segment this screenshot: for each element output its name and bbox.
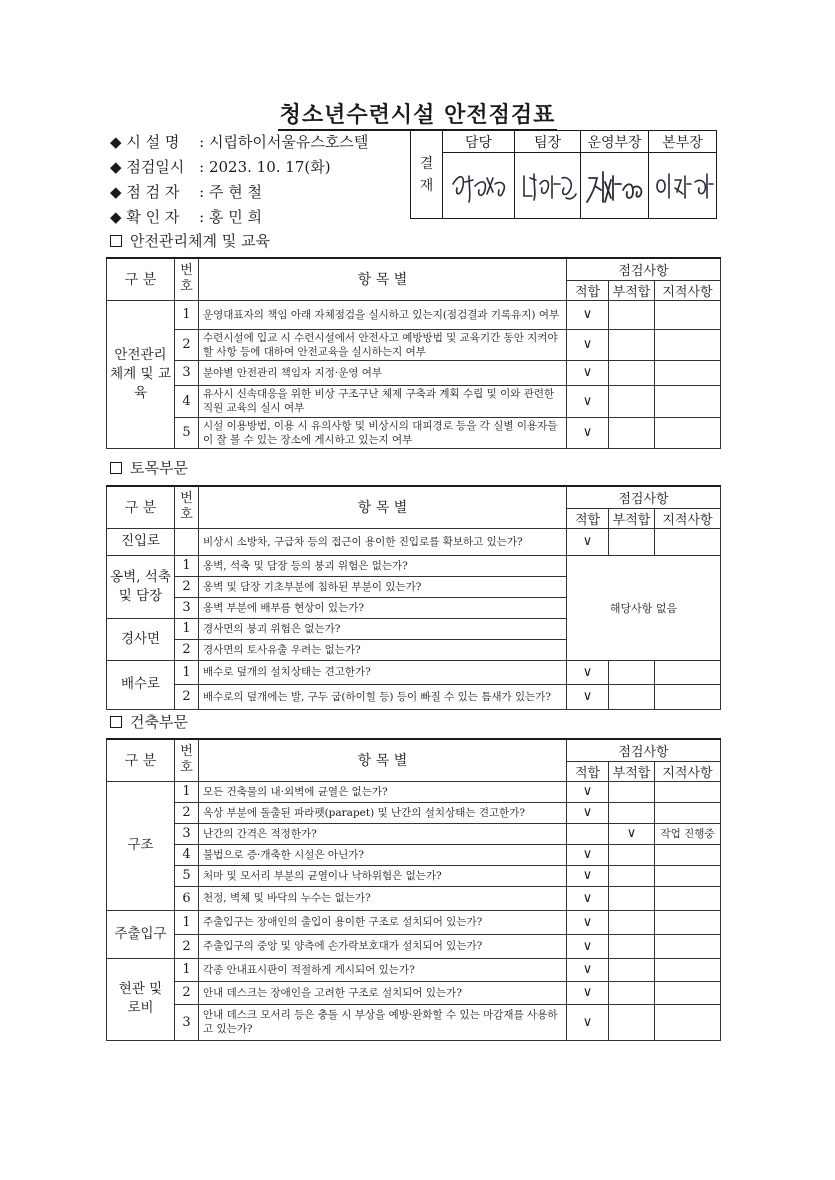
header-remarks: 지적사항: [655, 761, 721, 781]
fail-mark: [609, 958, 655, 981]
category-cell: 주출입구: [107, 910, 175, 958]
check-item: 안내 데스크는 장애인을 고려한 구조로 설치되어 있는가?: [199, 981, 567, 1004]
check-item: 유사시 신속대응을 위한 비상 구조구난 체제 구축과 계획 수립 및 이와 관련한 직원 교육의 실시 여부: [199, 385, 567, 417]
check-item: 시설 이용방법, 이용 시 유의사항 및 비상시의 대피경로 등을 각 실별 이용자들이 잘 볼 수 있는 장소에 게시하고 있는지 여부: [199, 417, 567, 448]
signature-team-lead: [515, 153, 581, 219]
header-check: 점검사항: [567, 258, 721, 280]
handwritten-signature-icon: [651, 162, 715, 210]
checkbox-square-icon: [110, 235, 122, 247]
fail-mark: [609, 886, 655, 910]
signature-director: [649, 153, 717, 219]
row-number: 4: [175, 385, 199, 417]
signature-ops-manager: [581, 153, 649, 219]
category-cell: 경사면: [107, 618, 175, 660]
category-cell: 현관 및 로비: [107, 958, 175, 1040]
header-fail: 부적합: [609, 508, 655, 528]
category-cell: 구조: [107, 781, 175, 910]
table-row: [107, 781, 721, 802]
row-number: 2: [175, 576, 199, 597]
row-number: [175, 528, 199, 555]
diamond-bullet-icon: ◆: [110, 183, 122, 201]
remarks-cell: [655, 934, 721, 958]
diamond-bullet-icon: ◆: [110, 133, 122, 151]
fail-mark: [609, 844, 655, 865]
category-cell: 진입로: [107, 528, 175, 555]
remarks-cell: [655, 910, 721, 934]
pass-mark: ∨: [567, 802, 609, 823]
section-title-safety: 안전관리체계 및 교육: [110, 230, 270, 251]
inspector-value: 주 현 철: [208, 183, 262, 201]
pass-mark: ∨: [567, 528, 609, 555]
confirmer-value: 홍 민 희: [208, 208, 262, 226]
row-number: 3: [175, 1004, 199, 1040]
header-pass: 적합: [567, 280, 609, 300]
diamond-bullet-icon: ◆: [110, 158, 122, 176]
remarks-cell: [655, 417, 721, 448]
pass-mark: ∨: [567, 660, 609, 684]
table-row: [107, 844, 721, 865]
check-item: 주출입구의 중앙 및 양측에 손가락보호대가 설치되어 있는가?: [199, 934, 567, 958]
table-row: [107, 1004, 721, 1040]
pass-mark: ∨: [567, 958, 609, 981]
table-row: [107, 684, 721, 709]
table-row: [107, 360, 721, 385]
header-item: 항 목 별: [199, 258, 567, 300]
row-number: 1: [175, 910, 199, 934]
check-item: 옹벽 부분에 배부름 현상이 있는가?: [199, 597, 567, 618]
table-row: [107, 910, 721, 934]
header-category: 구 분: [107, 258, 175, 300]
pass-mark: ∨: [567, 910, 609, 934]
table-row: [107, 660, 721, 684]
header-category: 구 분: [107, 739, 175, 781]
table-row: [107, 934, 721, 958]
table-row: [107, 300, 721, 329]
row-number: 3: [175, 597, 199, 618]
check-item: 주출입구는 장애인의 출입이 용이한 구조로 설치되어 있는가?: [199, 910, 567, 934]
inspector-row: ◆ 점 검 자 : 주 현 철: [110, 180, 368, 205]
diamond-bullet-icon: ◆: [110, 208, 122, 226]
remarks-cell: [655, 802, 721, 823]
confirmer-row: ◆ 확 인 자 : 홍 민 희: [110, 205, 368, 230]
remarks-cell: [655, 300, 721, 329]
remarks-cell: [655, 684, 721, 709]
pass-mark: ∨: [567, 300, 609, 329]
remarks-cell: [655, 958, 721, 981]
check-item: 옹벽, 석축 및 담장 등의 붕괴 위험은 없는가?: [199, 555, 567, 576]
check-item: 배수로 덮개의 설치상태는 견고한가?: [199, 660, 567, 684]
confirmer-label: 확 인 자: [126, 208, 180, 226]
section-title-architecture: 건축부문: [110, 711, 188, 732]
row-number: 6: [175, 886, 199, 910]
header-fail: 부적합: [609, 761, 655, 781]
table-row: [107, 823, 721, 844]
pass-mark: ∨: [567, 329, 609, 360]
civil-table: [106, 485, 721, 710]
row-number: 1: [175, 300, 199, 329]
fail-mark: [609, 684, 655, 709]
table-row: [107, 528, 721, 555]
document-title: 청소년수련시설 안전점검표: [0, 98, 835, 129]
fail-mark: [609, 329, 655, 360]
pass-mark: [567, 823, 609, 844]
remarks-cell: [655, 329, 721, 360]
date-row: ◆ 점검일시 : 2023. 10. 17(화): [110, 155, 368, 180]
remarks-cell: [655, 528, 721, 555]
check-item: 옹벽 및 담장 기초부분에 침하된 부분이 있는가?: [199, 576, 567, 597]
header-remarks: 지적사항: [655, 508, 721, 528]
fail-mark: [609, 781, 655, 802]
header-item: 항 목 별: [199, 739, 567, 781]
remarks-cell: [655, 385, 721, 417]
pass-mark: ∨: [567, 1004, 609, 1040]
approval-header-ops-manager: 운영부장: [581, 131, 649, 153]
fail-mark: [609, 910, 655, 934]
facility-value: 시립하이서울유스호스텔: [208, 133, 369, 151]
table-row: [107, 555, 721, 576]
table-row: [107, 802, 721, 823]
fail-mark: [609, 1004, 655, 1040]
fail-mark: [609, 385, 655, 417]
handwritten-signature-icon: [516, 162, 580, 210]
safety-table: [106, 257, 721, 449]
row-number: 1: [175, 660, 199, 684]
checkbox-square-icon: [110, 462, 122, 474]
approval-header-staff: 담당: [443, 131, 515, 153]
table-row: [107, 865, 721, 886]
table-row: [107, 385, 721, 417]
row-number: 4: [175, 844, 199, 865]
fail-mark: [609, 417, 655, 448]
remarks-cell: [655, 886, 721, 910]
check-item: 난간의 간격은 적정한가?: [199, 823, 567, 844]
row-number: 1: [175, 958, 199, 981]
category-cell: 옹벽, 석축 및 담장: [107, 555, 175, 618]
fail-mark: [609, 865, 655, 886]
check-item: 비상시 소방차, 구급차 등의 접근이 용이한 진입로를 확보하고 있는가?: [199, 528, 567, 555]
fail-mark: ∨: [609, 823, 655, 844]
inspection-info: [110, 130, 368, 230]
fail-mark: [609, 981, 655, 1004]
row-number: 2: [175, 981, 199, 1004]
pass-mark: ∨: [567, 360, 609, 385]
handwritten-signature-icon: [447, 162, 511, 210]
architecture-table: [106, 738, 721, 1041]
approval-header-team-lead: 팀장: [515, 131, 581, 153]
category-cell: 안전관리 체계 및 교육: [107, 300, 175, 448]
check-item: 수련시설에 입교 시 수련시설에서 안전사고 예방방법 및 교육기간 동안 지켜야 할 사항 등에 대하여 안전교육을 실시하는지 여부: [199, 329, 567, 360]
row-number: 1: [175, 555, 199, 576]
row-number: 2: [175, 639, 199, 660]
fail-mark: [609, 934, 655, 958]
fail-mark: [609, 528, 655, 555]
remarks-cell: [655, 660, 721, 684]
check-item: 경사면의 토사유출 우려는 없는가?: [199, 639, 567, 660]
inspector-label: 점 검 자: [126, 183, 180, 201]
pass-mark: ∨: [567, 385, 609, 417]
table-row: [107, 417, 721, 448]
pass-mark: ∨: [567, 684, 609, 709]
remarks-cell: [655, 844, 721, 865]
row-number: 3: [175, 823, 199, 844]
remarks-cell: 작업 진행중: [655, 823, 721, 844]
check-item: 분야별 안전관리 책임자 지정·운영 여부: [199, 360, 567, 385]
pass-mark: ∨: [567, 865, 609, 886]
header-pass: 적합: [567, 508, 609, 528]
pass-mark: ∨: [567, 981, 609, 1004]
pass-mark: ∨: [567, 886, 609, 910]
check-item: 옥상 부분에 돌출된 파라펫(parapet) 및 난간의 설치상태는 견고한가?: [199, 802, 567, 823]
remarks-cell: [655, 981, 721, 1004]
pass-mark: ∨: [567, 417, 609, 448]
table-row: [107, 886, 721, 910]
approval-header-director: 본부장: [649, 131, 717, 153]
check-item: 안내 데스크 모서리 등은 충돌 시 부상을 예방·완화할 수 있는 마감재를 사용하고 있는가?: [199, 1004, 567, 1040]
row-number: 5: [175, 417, 199, 448]
row-number: 1: [175, 618, 199, 639]
fail-mark: [609, 802, 655, 823]
check-item: 경사면의 붕괴 위험은 없는가?: [199, 618, 567, 639]
date-label: 점검일시: [126, 158, 185, 176]
header-item: 항 목 별: [199, 486, 567, 528]
remarks-cell: [655, 1004, 721, 1040]
check-item: 운영대표자의 책임 아래 자체점검을 실시하고 있는지(점검결과 기록유지) 여부: [199, 300, 567, 329]
approval-box: [410, 130, 717, 219]
not-applicable-note: 해당사항 없음: [567, 555, 721, 660]
row-number: 2: [175, 684, 199, 709]
row-number: 2: [175, 934, 199, 958]
header-check: 점검사항: [567, 486, 721, 508]
pass-mark: ∨: [567, 934, 609, 958]
check-item: 불법으로 증·개축한 시설은 아닌가?: [199, 844, 567, 865]
signature-staff: [443, 153, 515, 219]
row-number: 2: [175, 329, 199, 360]
approval-label: 결 재: [411, 131, 443, 219]
remarks-cell: [655, 360, 721, 385]
header-number: 번 호: [175, 486, 199, 528]
fail-mark: [609, 660, 655, 684]
table-row: [107, 958, 721, 981]
check-item: 처마 및 모서리 부분의 균열이나 낙하위험은 없는가?: [199, 865, 567, 886]
header-number: 번 호: [175, 258, 199, 300]
handwritten-signature-icon: [583, 162, 647, 210]
row-number: 5: [175, 865, 199, 886]
header-remarks: 지적사항: [655, 280, 721, 300]
facility-row: ◆ 시 설 명 : 시립하이서울유스호스텔: [110, 130, 368, 155]
checkbox-square-icon: [110, 716, 122, 728]
check-item: 천정, 벽체 및 바닥의 누수는 없는가?: [199, 886, 567, 910]
fail-mark: [609, 300, 655, 329]
pass-mark: ∨: [567, 781, 609, 802]
row-number: 3: [175, 360, 199, 385]
check-item: 배수로의 덮개에는 발, 구두 굽(하이힐 등) 등이 빠질 수 있는 틈새가 있는가?: [199, 684, 567, 709]
pass-mark: ∨: [567, 844, 609, 865]
table-row: [107, 329, 721, 360]
header-category: 구 분: [107, 486, 175, 528]
section-title-civil: 토목부문: [110, 457, 188, 478]
header-pass: 적합: [567, 761, 609, 781]
fail-mark: [609, 360, 655, 385]
date-value: 2023. 10. 17(화): [208, 158, 331, 176]
row-number: 2: [175, 802, 199, 823]
remarks-cell: [655, 865, 721, 886]
category-cell: 배수로: [107, 660, 175, 709]
facility-label: 시 설 명: [126, 133, 180, 151]
table-row: [107, 981, 721, 1004]
header-number: 번 호: [175, 739, 199, 781]
header-fail: 부적합: [609, 280, 655, 300]
remarks-cell: [655, 781, 721, 802]
check-item: 각종 안내표시판이 적절하게 게시되어 있는가?: [199, 958, 567, 981]
row-number: 1: [175, 781, 199, 802]
header-check: 점검사항: [567, 739, 721, 761]
check-item: 모든 건축물의 내·외벽에 균열은 없는가?: [199, 781, 567, 802]
